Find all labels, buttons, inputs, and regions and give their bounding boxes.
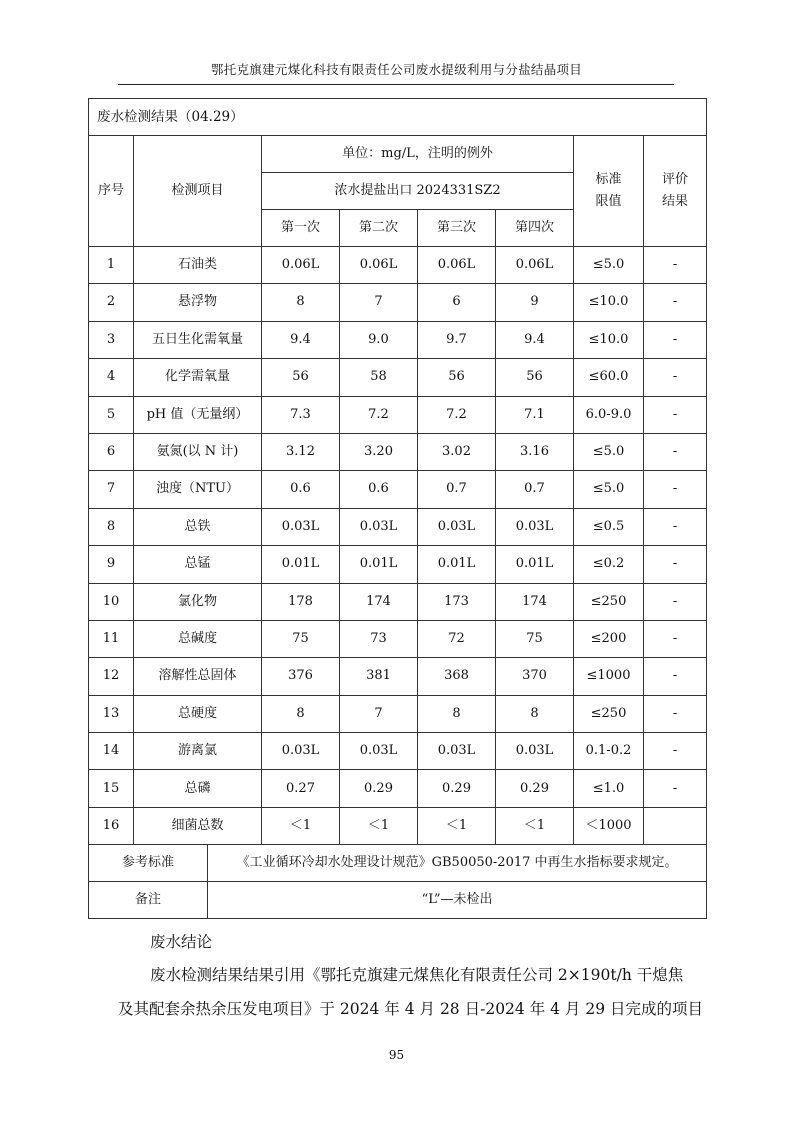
row-number: 10 [89,583,134,620]
result-value: 0.7 [496,471,574,508]
evaluation-result: - [644,471,707,508]
test-item: 总磷 [134,770,262,807]
result-value: 376 [262,658,340,695]
table-row [89,733,707,770]
standard-limit: ≤5.0 [574,433,644,470]
standard-limit: ≤0.5 [574,508,644,545]
col-header-eval-line2: 结果 [662,194,689,209]
result-value: 370 [496,658,574,695]
row-number: 4 [89,359,134,396]
standard-limit: ≤1000 [574,658,644,695]
table-row [89,620,707,657]
result-value: 0.06L [418,247,496,284]
row-number: 12 [89,658,134,695]
test-item: 浊度（NTU） [134,471,262,508]
row-number: 11 [89,620,134,657]
result-value: 3.16 [496,433,574,470]
test-item: 总硬度 [134,695,262,732]
result-value: 0.03L [418,733,496,770]
result-value: ＜1 [496,807,574,844]
reference-text: 《工业循环冷却水处理设计规范》GB50050-2017 中再生水指标要求规定。 [208,845,707,882]
standard-limit: ≤60.0 [574,359,644,396]
row-number: 14 [89,733,134,770]
result-value: 0.03L [496,508,574,545]
result-value: ＜1 [262,807,340,844]
evaluation-result: - [644,433,707,470]
round-header: 第四次 [496,210,574,247]
test-item: 悬浮物 [134,284,262,321]
running-header: 鄂托克旗建元煤化科技有限责任公司废水提级利用与分盐结晶项目 [210,62,583,77]
row-number: 8 [89,508,134,545]
evaluation-result: - [644,359,707,396]
standard-limit: 0.1-0.2 [574,733,644,770]
evaluation-result: - [644,658,707,695]
round-header: 第三次 [418,210,496,247]
table-row [89,433,707,470]
table-row [89,807,707,844]
remark-text: “L”—未检出 [208,882,707,919]
col-header-eval [644,136,707,247]
sample-point: 浓水提盐出口 2024331SZ2 [262,173,574,210]
row-number: 6 [89,433,134,470]
result-value: 7 [340,695,418,732]
conclusion-line-1: 废水检测结果结果引用《鄂托克旗建元煤焦化有限责任公司 2×190t/h 干熄焦 [150,966,684,984]
table-row [89,770,707,807]
result-value: 0.01L [340,546,418,583]
test-item: 溶解性总固体 [134,658,262,695]
result-value: 7.3 [262,396,340,433]
result-value: 56 [262,359,340,396]
result-value: 178 [262,583,340,620]
col-header-seq: 序号 [89,136,134,247]
result-value: 7.2 [340,396,418,433]
result-value: 72 [418,620,496,657]
row-number: 16 [89,807,134,844]
evaluation-result: - [644,695,707,732]
unit-note: 单位：mg/L，注明的例外 [262,136,574,173]
standard-limit: ≤200 [574,620,644,657]
standard-limit: ≤1.0 [574,770,644,807]
result-value: 0.03L [262,733,340,770]
result-value: 9 [496,284,574,321]
result-value: 173 [418,583,496,620]
table-row [89,508,707,545]
test-item: 氯化物 [134,583,262,620]
standard-limit: ≤250 [574,695,644,732]
col-header-standard-line1: 标准 [595,171,622,187]
result-value: 0.01L [418,546,496,583]
result-value: 7.2 [418,396,496,433]
result-value: 56 [418,359,496,396]
result-value: 0.29 [340,770,418,807]
evaluation-result: - [644,508,707,545]
result-value: 0.06L [496,247,574,284]
result-value: 0.6 [340,471,418,508]
row-number: 2 [89,284,134,321]
test-item: 游离氯 [134,733,262,770]
col-header-standard-line2: 限值 [595,194,622,209]
row-number: 3 [89,321,134,358]
evaluation-result: - [644,321,707,358]
standard-limit: ≤0.2 [574,546,644,583]
result-value: 9.4 [496,321,574,358]
test-item: 石油类 [134,247,262,284]
row-number: 13 [89,695,134,732]
round-header: 第二次 [340,210,418,247]
test-item: 细菌总数 [134,807,262,844]
result-value: 8 [262,284,340,321]
result-value: 9.0 [340,321,418,358]
evaluation-result: - [644,247,707,284]
table-row [89,321,707,358]
evaluation-result: - [644,770,707,807]
row-number: 5 [89,396,134,433]
col-header-item: 检测项目 [134,136,262,247]
result-value: 381 [340,658,418,695]
test-item: 化学需氧量 [134,359,262,396]
test-item: 总锰 [134,546,262,583]
result-value: ＜1 [340,807,418,844]
table-row [89,284,707,321]
result-value: 7 [340,284,418,321]
result-value: 0.03L [340,733,418,770]
evaluation-result: - [644,583,707,620]
result-value: ＜1 [418,807,496,844]
result-value: 73 [340,620,418,657]
row-number: 1 [89,247,134,284]
page-number: 95 [388,1048,405,1062]
table-row [89,471,707,508]
col-header-standard [574,136,644,247]
table-title: 废水检测结果（04.29） [89,99,707,136]
result-value: 0.06L [340,247,418,284]
reference-row [89,845,707,882]
table-row [89,695,707,732]
remark-label: 备注 [89,882,208,919]
header-rule [118,84,674,85]
result-value: 0.03L [262,508,340,545]
conclusion-line-2: 及其配套余热余压发电项目》于 2024 年 4 月 28 日-2024 年 4 月 29 日完成的项目 [118,1000,703,1018]
result-value: 0.01L [496,546,574,583]
test-item: 五日生化需氧量 [134,321,262,358]
test-item: 总碱度 [134,620,262,657]
conclusion-heading: 废水结论 [150,933,213,951]
result-value: 3.20 [340,433,418,470]
test-item: 氨氮(以 N 计) [134,433,262,470]
test-item: pH 值（无量纲） [134,396,262,433]
result-value: 0.03L [340,508,418,545]
results-table [88,98,707,919]
result-value: 0.7 [418,471,496,508]
result-value: 174 [496,583,574,620]
standard-limit: ≤10.0 [574,321,644,358]
table-row [89,359,707,396]
remark-row [89,882,707,919]
result-value: 58 [340,359,418,396]
result-value: 0.29 [496,770,574,807]
result-value: 0.01L [262,546,340,583]
evaluation-result: - [644,284,707,321]
result-value: 8 [418,695,496,732]
result-value: 56 [496,359,574,396]
result-value: 0.06L [262,247,340,284]
table-row [89,396,707,433]
result-value: 9.4 [262,321,340,358]
standard-limit: ≤250 [574,583,644,620]
result-value: 8 [496,695,574,732]
result-value: 0.27 [262,770,340,807]
row-number: 9 [89,546,134,583]
result-value: 368 [418,658,496,695]
row-number: 15 [89,770,134,807]
round-header: 第一次 [262,210,340,247]
table-row [89,546,707,583]
table-row [89,583,707,620]
result-value: 0.03L [418,508,496,545]
result-value: 7.1 [496,396,574,433]
evaluation-result [644,807,707,844]
result-value: 3.02 [418,433,496,470]
result-value: 0.6 [262,471,340,508]
result-value: 0.29 [418,770,496,807]
evaluation-result: - [644,620,707,657]
result-value: 75 [262,620,340,657]
result-value: 75 [496,620,574,657]
standard-limit: ＜1000 [574,807,644,844]
evaluation-result: - [644,546,707,583]
evaluation-result: - [644,733,707,770]
col-header-eval-line1: 评价 [662,171,689,187]
result-value: 3.12 [262,433,340,470]
table-row [89,247,707,284]
table-row [89,658,707,695]
test-item: 总铁 [134,508,262,545]
reference-label: 参考标准 [89,845,208,882]
standard-limit: ≤5.0 [574,471,644,508]
standard-limit: ≤10.0 [574,284,644,321]
result-value: 174 [340,583,418,620]
result-value: 6 [418,284,496,321]
result-value: 0.03L [496,733,574,770]
result-value: 9.7 [418,321,496,358]
row-number: 7 [89,471,134,508]
evaluation-result: - [644,396,707,433]
standard-limit: ≤5.0 [574,247,644,284]
result-value: 8 [262,695,340,732]
standard-limit: 6.0-9.0 [574,396,644,433]
